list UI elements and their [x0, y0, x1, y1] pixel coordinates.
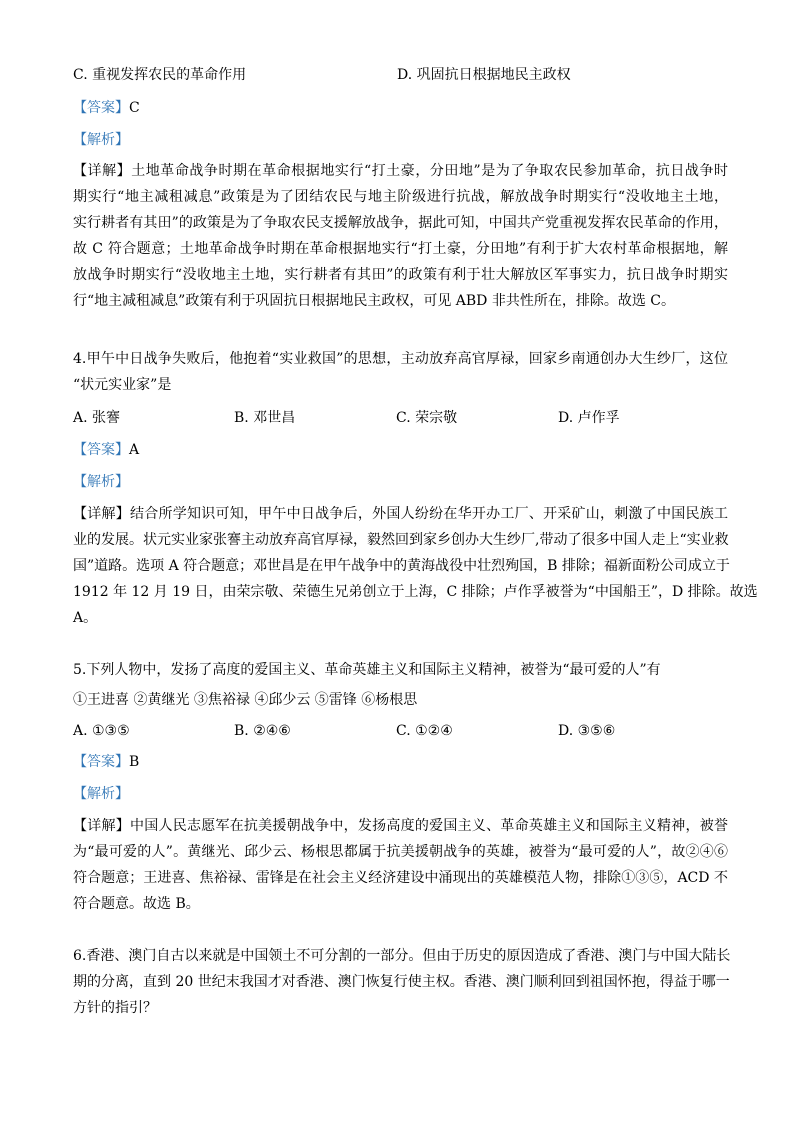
q3-detail-line: 行“地主减租减息”政策有利于巩固抗日根据地民主政权，可见 ABD 非共性所在，排除。故选 C。 — [73, 293, 675, 309]
q5-answer: B — [129, 754, 140, 770]
q4-answer-line — [73, 440, 728, 460]
q4-option-b: B. 邓世昌 — [234, 410, 296, 426]
q6-stem — [73, 943, 731, 1021]
analysis-tag: 【解析】 — [73, 474, 129, 490]
q5-option-a: A. ①③⑤ — [73, 723, 130, 739]
q3-answer-line — [73, 98, 728, 118]
q5-analysis-tag — [73, 784, 728, 804]
answer-tag: 【答案】 — [73, 442, 129, 458]
q4-option-c: C. 荣宗敬 — [396, 410, 458, 426]
q4-stem-line: “状元实业家”是 — [73, 377, 172, 393]
q5-stem: 5.下列人物中，发扬了高度的爱国主义、革命英雄主义和国际主义精神，被誉为“最可爱的人”有 — [73, 662, 661, 678]
q4-detail-line: A。 — [73, 610, 98, 626]
q3-option-d: D. 巩固抗日根据地民主政权 — [397, 67, 571, 83]
q6-stem-line: 方针的指引？ — [73, 1000, 157, 1016]
q4-answer: A — [129, 442, 140, 458]
q5-option-d: D. ③⑤⑥ — [558, 723, 616, 739]
q3-analysis-tag — [73, 130, 728, 150]
q4-detail-line: 国”道路。选项 A 符合题意；邓世昌是在甲午战争中的黄海战役中壮烈殉国，B 排除；福新面粉公司成立于 — [73, 558, 730, 574]
q4-analysis-tag — [73, 472, 728, 492]
q4-stem-line: 4.甲午中日战争失败后，他抱着“实业救国”的思想，主动放弃高官厚禄，回家乡南通创办大生纱厂，这位 — [73, 351, 728, 367]
q3-detail — [73, 158, 728, 314]
q4-detail-line: 【详解】结合所学知识可知，甲午中日战争后，外国人纷纷在华开办工厂、开采矿山，刺激了中国民族工 — [73, 506, 728, 522]
q4-detail-line: 1912 年 12 月 19 日，由荣宗敬、荣德生兄弟创立于上海，C 排除；卢作孚被誉为“中国船王”，D 排除。故选 — [73, 584, 758, 600]
q5-detail — [73, 813, 728, 917]
q3-detail-line: 【详解】土地革命战争时期在革命根据地实行“打土豪，分田地”是为了争取农民参加革命，抗日战争时 — [73, 163, 728, 179]
answer-tag: 【答案】 — [73, 100, 129, 116]
q3-answer: C — [129, 100, 140, 116]
q3-option-c: C. 重视发挥农民的革命作用 — [73, 67, 247, 83]
q4-detail-line: 业的发展。状元实业家张謇主动放弃高官厚禄，毅然回到家乡创办大生纱厂,带动了很多中国人走上“实业救 — [73, 532, 729, 548]
q4-stem — [73, 346, 728, 398]
q5-items: ①王进喜 ②黄继光 ③焦裕禄 ④邱少云 ⑤雷锋 ⑥杨根思 — [73, 692, 418, 708]
q5-detail-line: 符合题意；王进喜、焦裕禄、雷锋是在社会主义经济建设中涌现出的英雄模范人物，排除①③⑤，ACD 不 — [73, 870, 728, 886]
q5-option-c: C. ①②④ — [396, 723, 453, 739]
q3-detail-line: 放战争时期实行“没收地主土地，实行耕者有其田”的政策有利于壮大解放区军事实力，抗日战争时期实 — [73, 267, 728, 283]
q5-detail-line: 为“最可爱的人”。黄继光、邱少云、杨根思都属于抗美援朝战争的英雄，被誉为“最可爱的人”，故②④⑥ — [73, 844, 728, 860]
q3-detail-line: 期实行“地主减租减息”政策是为了团结农民与地主阶级进行抗战，解放战争时期实行“没收地主土地， — [73, 189, 728, 205]
q5-option-b: B. ②④⑥ — [234, 723, 291, 739]
q4-option-a: A. 张謇 — [73, 410, 121, 426]
q3-detail-line: 故 C 符合题意；土地革命战争时期在革命根据地实行“打土豪，分田地”有利于扩大农村革命根据地，解 — [73, 241, 728, 257]
q6-stem-line: 6.香港、澳门自古以来就是中国领土不可分割的一部分。但由于历史的原因造成了香港、澳门与中国大陆长 — [73, 948, 731, 964]
analysis-tag: 【解析】 — [73, 132, 129, 148]
q5-answer-line — [73, 752, 728, 772]
q4-option-d: D. 卢作孚 — [558, 410, 620, 426]
q5-detail-line: 【详解】中国人民志愿军在抗美援朝战争中，发扬高度的爱国主义、革命英雄主义和国际主义精神，被誉 — [73, 818, 728, 834]
analysis-tag: 【解析】 — [73, 786, 129, 802]
answer-tag: 【答案】 — [73, 754, 129, 770]
q5-detail-line: 符合题意。故选 B。 — [73, 896, 200, 912]
q4-detail — [73, 501, 758, 631]
q3-detail-line: 实行耕者有其田”的政策是为了争取农民支援解放战争，据此可知，中国共产党重视发挥农民革命的作用， — [73, 215, 728, 231]
q6-stem-line: 期的分离，直到 20 世纪末我国才对香港、澳门恢复行使主权。香港、澳门顺利回到祖国怀抱，得益于哪一 — [73, 974, 730, 990]
